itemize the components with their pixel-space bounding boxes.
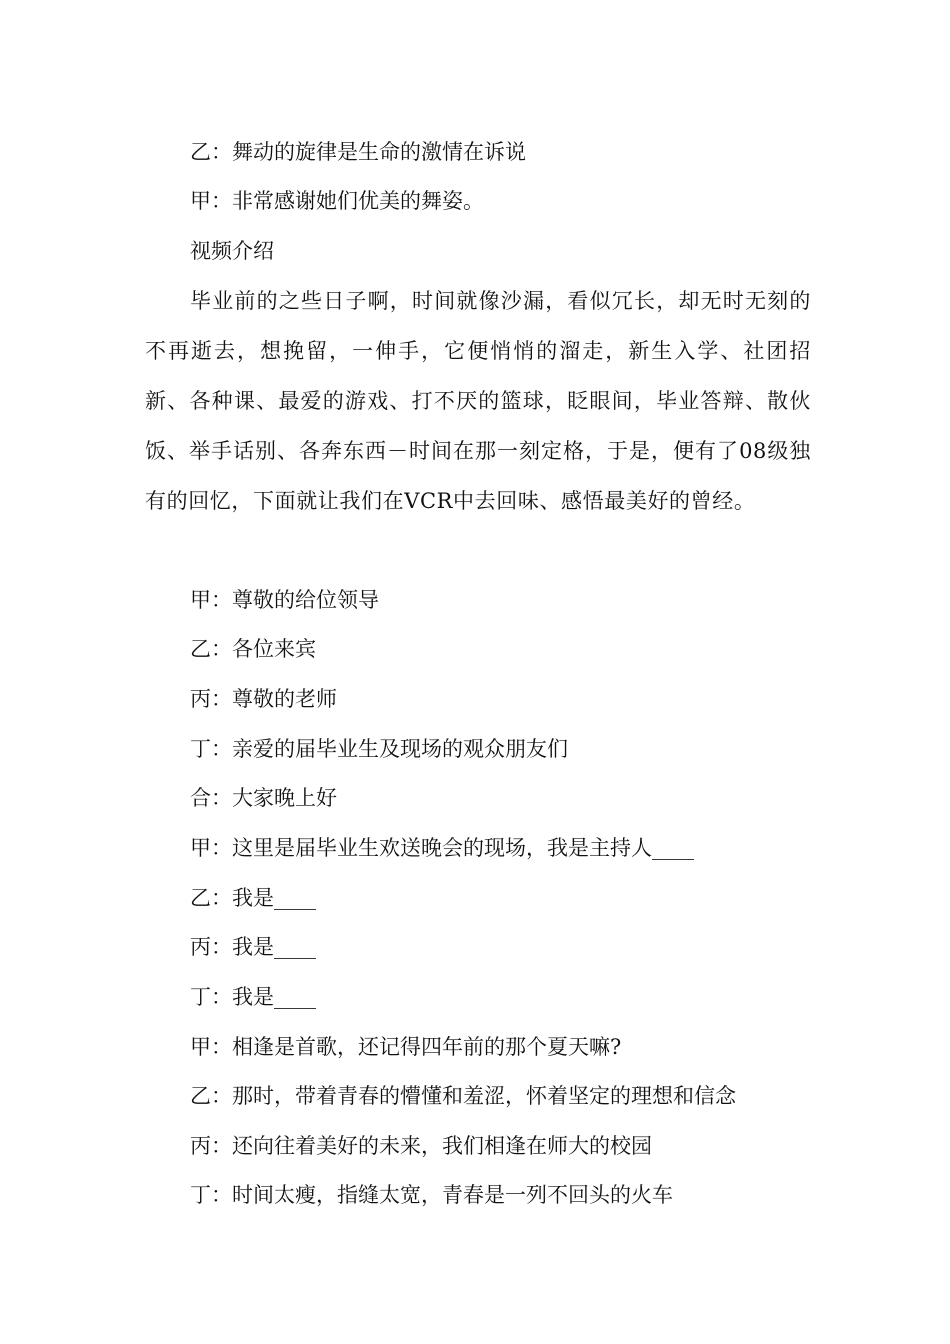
dialogue-line: 合：大家晚上好 bbox=[190, 786, 337, 810]
dialogue-line: 甲：尊敬的给位领导 bbox=[190, 588, 379, 612]
dialogue-line: 甲：这里是届毕业生欢送晚会的现场，我是主持人____ bbox=[190, 836, 694, 860]
dialogue-line: 丙：尊敬的老师 bbox=[190, 687, 337, 711]
dialogue-line: 乙：我是____ bbox=[190, 886, 316, 910]
dialogue-line: 甲：非常感谢她们优美的舞姿。 bbox=[190, 189, 484, 213]
dialogue-line: 丁：我是____ bbox=[190, 985, 316, 1009]
dialogue-line: 丁：亲爱的届毕业生及现场的观众朋友们 bbox=[190, 737, 568, 761]
dialogue-line: 丁：时间太瘦，指缝太宽，青春是一列不回头的火车 bbox=[190, 1183, 673, 1207]
dialogue-line: 甲：相逢是首歌，还记得四年前的那个夏天嘛? bbox=[190, 1035, 622, 1059]
dialogue-line: 乙：那时，带着青春的懵懂和羞涩，怀着坚定的理想和信念 bbox=[190, 1084, 736, 1108]
dialogue-line: 丙：我是____ bbox=[190, 935, 316, 959]
dialogue-line: 丙：还向往着美好的未来，我们相逢在师大的校园 bbox=[190, 1134, 652, 1158]
video-intro-paragraph: 毕业前的之些日子啊，时间就像沙漏，看似冗长，却无时无刻的不再逝去，想挽留，一伸手，它便悄悄的溜走，新生入学、社团招新、各种课、最爱的游戏、打不厌的篮球，眨眼间，毕业答辩、散伙饭、举手话别、各奔东西－时间在那一刻定格，于是，便有了08级独有的回忆，下面就让我们在VCR中去回味、感悟最美好的曾经。 bbox=[145, 289, 811, 513]
section-heading: 视频介绍 bbox=[190, 239, 274, 263]
dialogue-line: 乙：舞动的旋律是生命的激情在诉说 bbox=[190, 140, 526, 164]
dialogue-line: 乙：各位来宾 bbox=[190, 637, 316, 661]
